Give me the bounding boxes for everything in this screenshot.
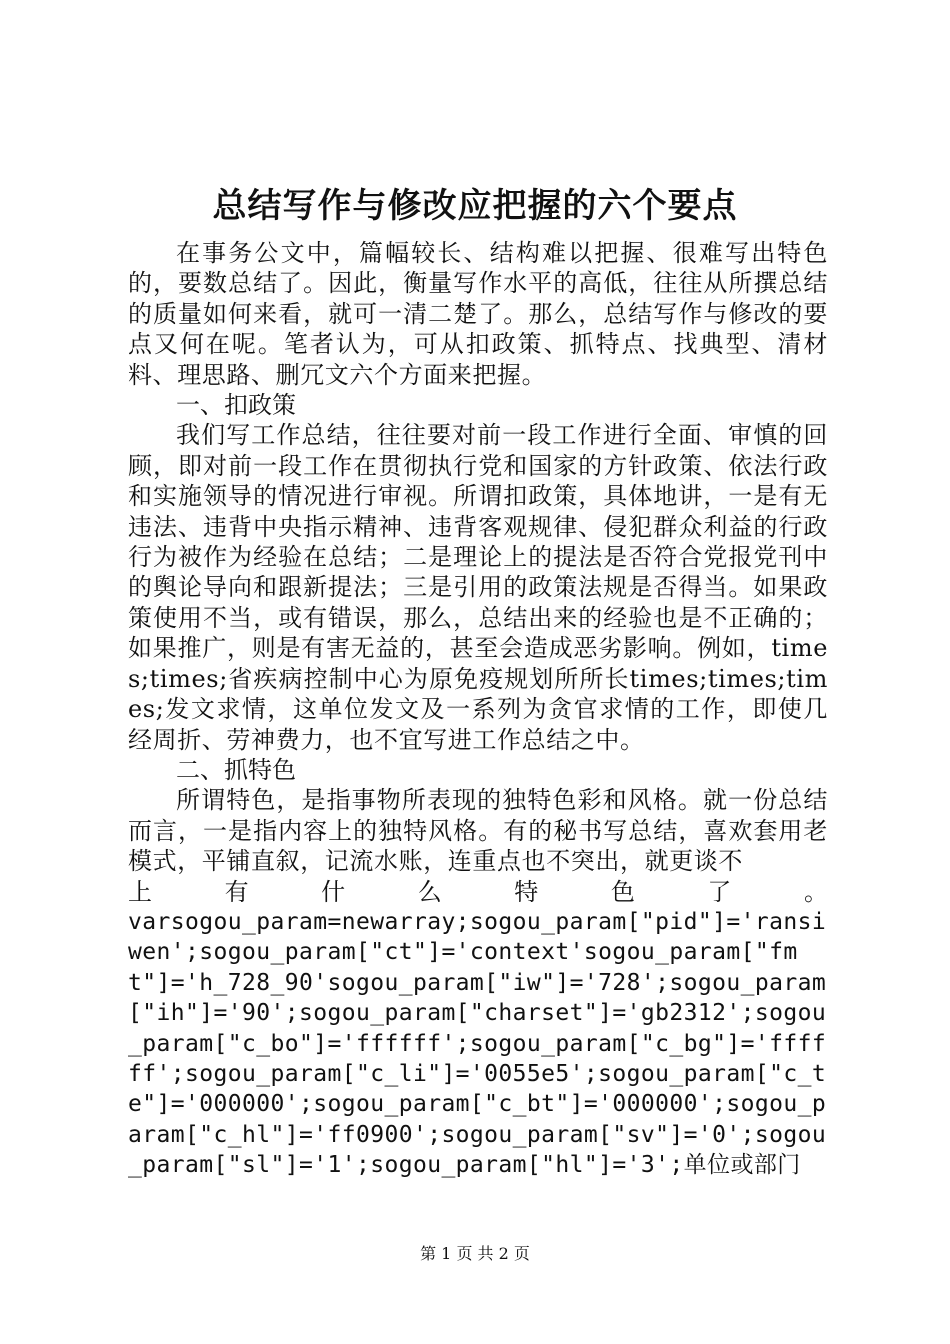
spread-char: 上 (128, 877, 152, 906)
section-heading-features: 二、抓特色 (176, 755, 296, 784)
section-heading-policy: 一、扣政策 (176, 391, 296, 420)
spread-char: 特 (514, 877, 539, 906)
section-paragraph-features: 所谓特色，是指事物所表现的独特色彩和风格。就一份总结而言，一是指内容上的独特风格。有的秘书写总结，喜欢套用老模式，平铺直叙，记流水账，连重点也不突出，就更谈不 (128, 786, 828, 876)
embedded-script-text: varsogou_param=newarray;sogou_param["pid"]='ransiwen';sogou_param["ct"]='context'sogou_param["fmt"]='h_728_90'sogou_param["iw"]='728';sogou_param["ih"]='90';sogou_param["charset"]='gb2312';sogou_param["c_bo"]='ffffff';sogou_param["c_bg"]='ffffff';sogou_param["c_li"]='0055e5';sogou_param["c_te"]='000000';sogou_param["c_bt"]='000000';sogou_param["c_hl"]='ff0900';sogou_param["sv"]='0';sogou_param["sl"]='1';sogou_param["hl"]='3';单位或部门 (128, 908, 827, 1179)
section-paragraph-policy: 我们写工作总结，往往要对前一段工作进行全面、审慎的回顾，即对前一段工作在贯彻执行党和国家的方针政策、依法行政和实施领导的情况进行审视。所谓扣政策，具体地讲，一是有无违法、违背中央指示精神、违背客观规律、侵犯群众利益的行政行为被作为经验在总结；二是理论上的提法是否符合党报党刊中的舆论导向和跟新提法；三是引用的政策法规是否得当。如果政策使用不当，或有错误，那么，总结出来的经验也是不正确的；如果推广，则是有害无益的，甚至会造成恶劣影响。例如，times;times;省疾病控制中心为原免疫规划所所长times;times;times;发文求情，这单位发文及一系列为贪官求情的工作，即使几经周折、劳神费力，也不宜写进工作总结之中。 (128, 421, 828, 754)
spread-char: 么 (417, 877, 442, 906)
document-title: 总结写作与修改应把握的六个要点 (212, 186, 738, 226)
spread-char: 什 (321, 877, 346, 906)
intro-paragraph: 在事务公文中，篇幅较长、结构难以把握、很难写出特色的，要数总结了。因此，衡量写作水平的高低，往往从所撰总结的质量如何来看，就可一清二楚了。那么，总结写作与修改的要点又何在呢。笔者认为，可从扣政策、抓特点、找典型、清材料、理思路、删冗文六个方面来把握。 (128, 239, 828, 389)
spread-line (128, 877, 828, 907)
page-footer: 第 1 页 共 2 页 (420, 1244, 530, 1263)
spread-char: 有 (224, 877, 249, 906)
spread-char: 色 (610, 877, 635, 906)
spread-char: 。 (803, 877, 828, 906)
document-body (128, 238, 828, 1181)
spread-char: 了 (707, 877, 732, 906)
